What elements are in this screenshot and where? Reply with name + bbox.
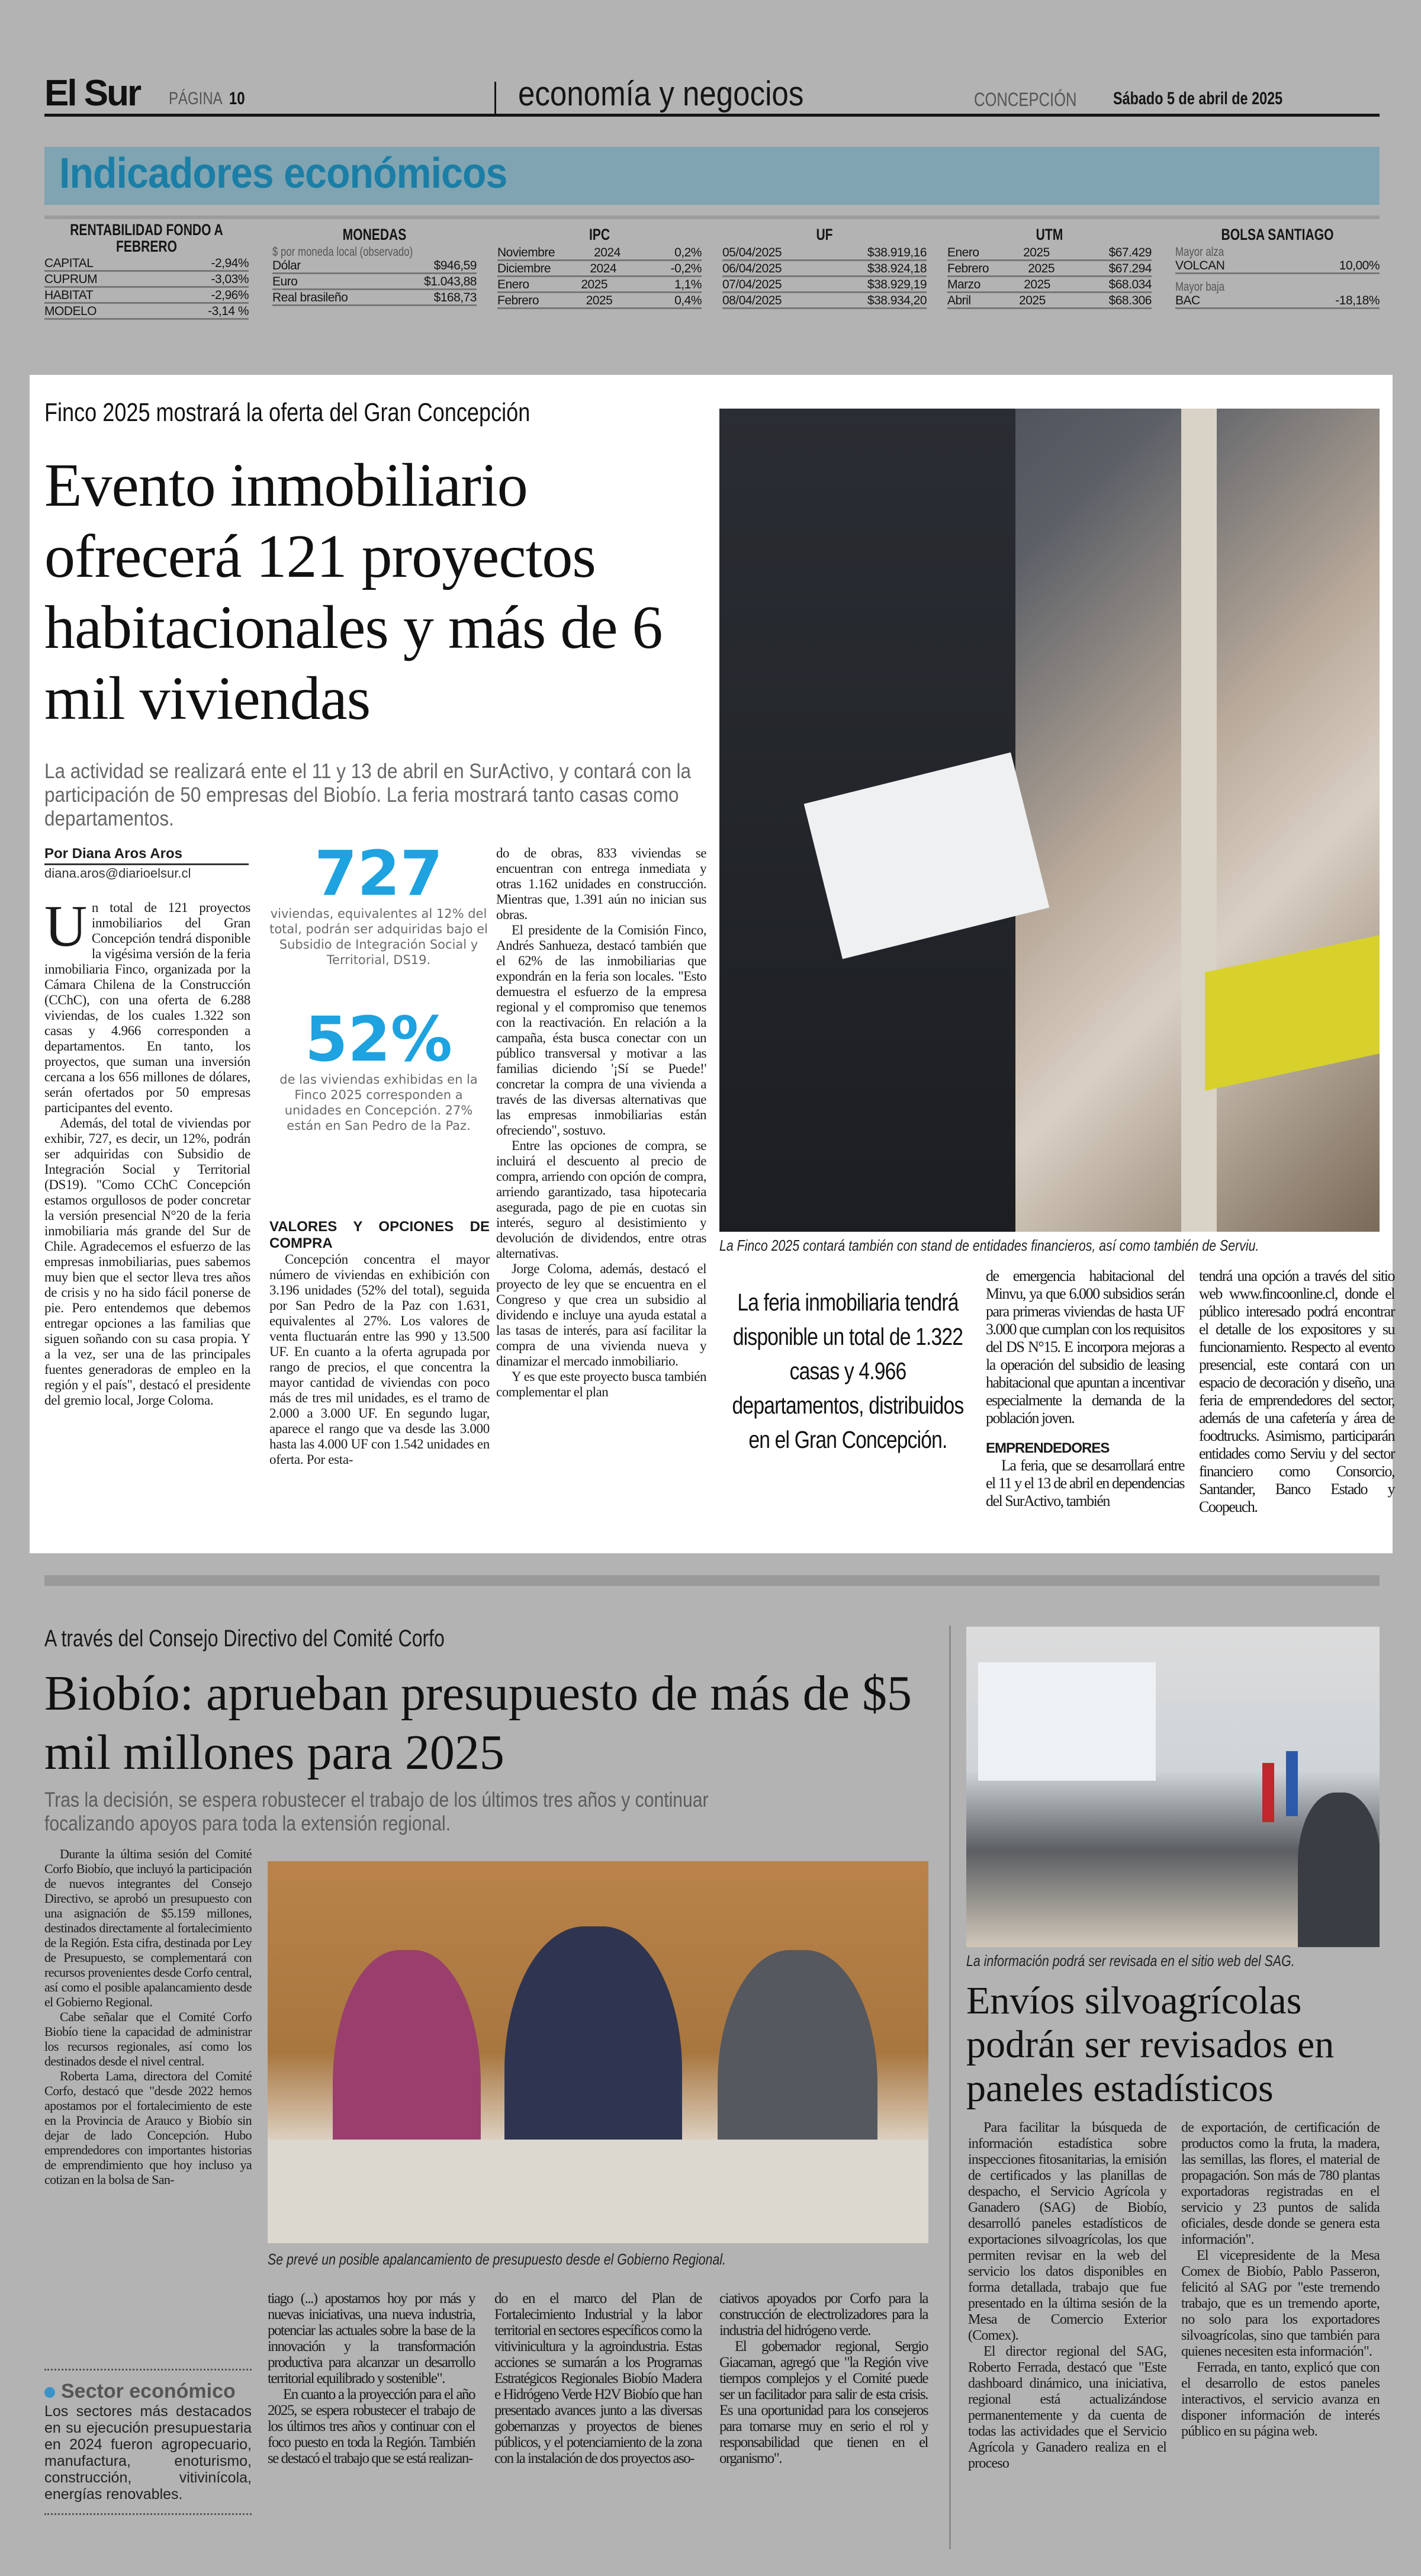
paragraph: Durante la última sesión del Comité Corfo Biobío, que incluyó la participación de nuevos integrantes del Consejo Directivo, se aprobó un presupuesto con una asignación de $5.159 millones, destinados directamente al fortalecimiento de la Región. Esta cifra, destinada por Ley de Presupuesto, se complementará con recursos provenientes desde Corfo central, así como el posible apalancamiento desde el Gobierno Regional. [44, 1846, 252, 2009]
page-indicator [169, 89, 245, 109]
indicator-row [722, 278, 927, 293]
paragraph: Para facilitar la búsqueda de información estadística sobre inspecciones fitosanitarias, la emisión de certificados y las planillas de despacho, el Servicio Agrícola y Ganadero (SAG) de Biobío, desarrolló paneles estadísticos de exportaciones silvoagrícolas, los que permiten revisar en la web del servicio los datos disponibles en forma detallada, trabajo que fue presentado en la última sesión de la Mesa de Comercio Exterior (Comex). [968, 2120, 1166, 2343]
indicators-rule [44, 216, 1380, 219]
indicator-row [272, 275, 477, 290]
indicator-row [497, 294, 702, 309]
article-column-1 [44, 1846, 252, 2187]
indicator-label: BAC [1175, 294, 1200, 307]
indicator-label: 05/04/2025 [722, 246, 782, 259]
section-divider [44, 1575, 1380, 1586]
indicator-label: Febrero [497, 294, 539, 307]
article-column-2 [268, 2291, 475, 2466]
paragraph: El vicepresidente de la Mesa Comex de Biobío, Pablo Passeron, felicitó al SAG por "este tremendo trabajo, que es un tremendo aporte, no solo para los exportadores silvoagrícolas, sino que también para quienes necesiten esta información". [1181, 2248, 1380, 2359]
sidebar-text: Los sectores más destacados en su ejecución presupuestaria en 2024 fueron agropecuario, manufactura, enoturismo, construcción, vitivinícola, energías renovables. [44, 2403, 252, 2503]
indicator-value: $38.924,18 [867, 262, 927, 275]
article-column-4 [986, 1267, 1184, 1510]
sidebar-title-text: Sector económico [61, 2380, 236, 2402]
article-column-2 [269, 1219, 490, 1467]
article-column-3 [494, 2291, 702, 2466]
indicator-value: 10,00% [1339, 259, 1380, 272]
indicator-label: Noviembre [497, 246, 555, 259]
indicator-row [497, 246, 702, 261]
indicator-label: CAPITAL [44, 256, 94, 270]
indicator-year: 2025 [1023, 246, 1050, 259]
paragraph: do en el marco del Plan de Fortalecimiento Industrial y la labor territorial en sectores específicos como la vitivinicultura y la agroindustria. Estas acciones se sumarán a los Programas Estratégicos Regionales Biobío Madera e Hidrógeno Verde H2V Biobío que han presentado avances junto a las diversas gobernanzas y proyectos de bienes públicos, y el potenciamiento de la zona con la instalación de dos proyectos aso- [494, 2291, 702, 2466]
paragraph: Jorge Coloma, además, destacó el proyecto de ley que se encuentra en el Congreso y que crea un subsidio al dividendo e incluye una ayuda estatal a las tasas de interés, para así facilitar la compra de una vivienda nueva y dinamizar el mercado inmobiliario. [496, 1261, 706, 1369]
indicator-value: $946,59 [433, 259, 477, 272]
indicator-value: -3,14 % [208, 304, 249, 318]
indicator-row [44, 305, 249, 320]
indicator-group-title: MONEDAS [342, 226, 407, 243]
stat-text: viviendas, equivalentes al 12% del total, podrán ser adquiridas bajo el Subsidio de Integración Social y Territorial, DS19. [269, 907, 488, 967]
indicator-value: $67.429 [1108, 246, 1152, 259]
indicator-label: HABITAT [44, 288, 94, 302]
indicator-label: MODELO [44, 304, 97, 318]
paragraph: tendrá una opción a través del sitio web www.fincoonline.cl, donde el público interesado podrá encontrar el detalle de los expositores y su funcionamiento. Respecto al evento presencial, este contará con un espacio de decoración y diseño, una feria de emprendedores del sector, además de una cafetería y área de foodtrucks. Asimismo, participarán entidades como Serviu y del sector financiero como Consorcio, Santander, Banco Estado y Coopeuch. [1199, 1267, 1394, 1515]
article-photo [719, 409, 1380, 1232]
indicator-row [44, 289, 249, 304]
indicator-row [1175, 259, 1380, 274]
indicator-label: 06/04/2025 [722, 262, 782, 275]
indicator-label: Febrero [947, 262, 989, 275]
paragraph: Concepción concentra el mayor número de viviendas en exhibición con 3.196 unidades (52% del total), seguida por San Pedro de la Paz con 1.631, equivalentes al 27%. Los valores de venta fluctuarán entre las 990 y 13.500 UF. En cuanto a la oferta agrupada por rango de precios, el que concentra la mayor cantidad de viviendas con poco más de tres mil unidades, es el tramo de 2.000 a 3.000 UF. En segundo lugar, aparece el rango que va desde las 3.000 hasta las 4.000 UF con 1.542 unidades en oferta. Por esta- [269, 1252, 490, 1467]
article-deck: La actividad se realizará ente el 11 y 13 de abril en SurActivo, y contará con la participación de 50 empresas del Biobío. La feria mostrará tanto casas como departamentos. [44, 760, 692, 830]
indicator-value: $168,73 [433, 291, 477, 304]
article-headline: Evento inmobiliario ofrecerá 121 proyectos habitacionales y más de 6 mil viviendas [44, 451, 663, 733]
indicator-year: 2025 [1024, 278, 1050, 291]
indicator-label: Marzo [947, 278, 980, 291]
indicator-row [722, 262, 927, 277]
stat-box-52 [268, 1003, 490, 1133]
indicator-label: Euro [272, 275, 298, 288]
indicator-row [44, 273, 249, 288]
indicator-value: -2,96% [211, 288, 249, 302]
indicator-group [947, 226, 1152, 310]
indicator-value: $68.034 [1108, 278, 1152, 291]
stat-value: 727 [314, 837, 443, 910]
bullet-icon [44, 2387, 55, 2398]
indicator-group-title: UTM [1036, 226, 1063, 243]
indicator-year: 2025 [1019, 294, 1046, 307]
paragraph: n total de 121 proyectos inmobiliarios del Gran Concepción tendrá disponible la vigésima versión de la feria inmobiliaria Finco, organizada por la Cámara Chilena de la Construcción (CChC), con una oferta de 6.288 viviendas, de los cuales 1.322 son casas y 4.966 corresponden a departamentos. En tanto, los proyectos, que suman una inversión cercana a los 656 millones de dólares, serán ofertados por 50 empresas participantes del evento. [44, 900, 250, 1115]
article-headline: Envíos silvoagrícolas podrán ser revisados en paneles estadísticos [966, 1979, 1335, 2110]
indicator-year: 2025 [581, 278, 608, 291]
indicator-group [497, 226, 702, 310]
stat-text: de las viviendas exhibidas en la Finco 2025 corresponden a unidades en Concepción. 27% están en San Pedro de la Paz. [279, 1072, 478, 1133]
column-divider [949, 1626, 951, 2549]
article-column-4 [719, 2291, 928, 2466]
photo-caption: La Finco 2025 contará también con stand de entidades financieros, así como también de Serviu. [719, 1236, 1259, 1254]
indicator-subtitle: Mayor baja [1175, 280, 1225, 294]
article-headline: Biobío: aprueban presupuesto de más de $5 mil millones para 2025 [44, 1666, 912, 1780]
article-deck: Tras la decisión, se espera robustecer el trabajo de los últimos tres años y continuar focalizando apoyos para toda la extensión regional. [44, 1788, 709, 1835]
indicator-group-title: RENTABILIDAD FONDO A FEBRERO [70, 221, 223, 255]
indicator-group-title: BOLSA SANTIAGO [1221, 226, 1334, 243]
paragraph: Y es que este proyecto busca también complementar el plan [496, 1369, 706, 1399]
byline: Por Diana Aros Aros [44, 846, 249, 865]
photo-caption: Se prevé un posible apalancamiento de presupuesto desde el Gobierno Regional. [268, 2250, 726, 2268]
indicator-row [947, 246, 1152, 261]
article-column-5 [1199, 1267, 1394, 1516]
article-kicker: A través del Consejo Directivo del Comité Corfo [44, 1626, 445, 1652]
indicator-value: -0,2% [670, 262, 702, 275]
paragraph: Cabe señalar que el Comité Corfo Biobío tiene la capacidad de administrar los recursos regionales, así como los destinados desde el nivel central. [44, 2009, 252, 2068]
stat-box-727 [268, 837, 490, 968]
indicator-label: 07/04/2025 [722, 278, 782, 291]
paragraph: El director regional del SAG, Roberto Ferrada, destacó que "Este dashboard dinámico, una iniciativa, regional está actualizándose permanentemente y da cuenta de todas las actividades que el Servicio Agrícola y Ganadero realiza en el proceso [968, 2344, 1166, 2471]
indicator-group [44, 221, 249, 321]
indicator-value: 1,1% [674, 278, 702, 291]
paragraph: Roberta Lama, directora del Comité Corfo, destacó que "desde 2022 hemos apostamos por el fortalecimiento de este en la Provincia de Arauco y Biobío sin dejar de lado Concepción. Hubo emprendedores con importantes historias de emprendimiento que hoy incluso ya cotizan en la bolsa de San- [44, 2068, 252, 2187]
article-kicker: Finco 2025 mostrará la oferta del Gran Concepción [44, 398, 531, 427]
paragraph: ciativos apoyados por Corfo para la construcción de electrolizadores para la industria del hidrógeno verde. [719, 2291, 928, 2339]
stat-value: 52% [305, 1003, 452, 1075]
paragraph: de emergencia habitacional del Minvu, ya que 6.000 subsidios serán para primeras viviendas de hasta UF 3.000 que cumplan con los requisitos del DS N°15. E incorpora mejoras a la operación del subsidio de leasing habitacional que apuntan a incentivar especialmente la demanda de la población joven. [986, 1267, 1184, 1427]
indicator-subtitle: $ por moneda local (observado) [272, 245, 413, 259]
indicator-label: VOLCAN [1175, 259, 1225, 272]
indicator-row [272, 291, 477, 306]
indicator-row [947, 262, 1152, 277]
indicator-group [1175, 226, 1380, 310]
indicator-row [722, 294, 927, 309]
edition-city: CONCEPCIÓN [974, 89, 1077, 110]
paragraph: de exportación, de certificación de productos como la fruta, la madera, las semillas, las flores, el material de propagación. Son más de 780 plantas exportadoras registradas en el servicio y 23 puntos de salida oficiales, desde donde se genera esta información". [1181, 2120, 1380, 2247]
indicator-year: 2024 [590, 262, 617, 275]
indicator-label: Real brasileño [272, 291, 348, 304]
header-divider [494, 82, 496, 115]
photo-caption: La información podrá ser revisada en el sitio web del SAG. [966, 1952, 1295, 1970]
pull-quote: La feria inmobiliaria tendrá disponible un total de 1.322 casas y 4.966 departamentos, distribuidos en el Gran Concepción. [732, 1289, 964, 1453]
indicator-group-title: IPC [589, 226, 610, 243]
indicator-value: -2,94% [211, 256, 249, 270]
indicator-year: 2025 [586, 294, 613, 307]
indicator-label: CUPRUM [44, 272, 98, 286]
article-column-2 [1181, 2120, 1380, 2440]
subheading: EMPRENDEDORES [986, 1440, 1110, 1456]
indicators-title: Indicadores económicos [59, 150, 507, 197]
indicator-year: 2024 [594, 246, 621, 259]
indicator-group [722, 226, 927, 310]
paragraph: do de obras, 833 viviendas se encuentran con entrega inmediata y otras 1.162 unidades en construcción. Mientras que, 1.391 aún no inician sus obras. [496, 846, 706, 922]
page-label: PÁGINA [169, 89, 223, 108]
indicator-row [497, 262, 702, 277]
newspaper-brand: El Sur [44, 73, 140, 114]
paragraph: Además, del total de viviendas por exhibir, 727, es decir, un 12%, podrán ser adquiridas con Subsidio de Integración Social y Territorial (DS19). "Como CChC Concepción estamos orgullosos de poder concretar la versión presencial N°20 de la feria inmobiliaria más grande del Sur de Chile. Agradecemos el esfuerzo de las empresas inmobiliarias, pues sabemos muy bien que el sector lleva tres años de crisis y no ha sido fácil ponerse de pie. Pero entendemos que debemos entregar opciones a las familias que siguen soñando con su casa propia. Y a la vez, ser una de las principales fuentes generadoras de empleo en la región y el país", destacó el presidente del gremio local, Jorge Coloma. [44, 1116, 250, 1408]
article-column-1 [968, 2120, 1166, 2472]
indicator-group-title: UF [816, 226, 833, 243]
subheading: VALORES Y OPCIONES DE COMPRA [269, 1219, 490, 1251]
indicator-value: $38.934,20 [867, 294, 927, 307]
indicator-value: -18,18% [1335, 294, 1380, 307]
paragraph: tiago (...) apostamos hoy por más y nuevas iniciativas, una nueva industria, potenciar las actuales sobre la base de la innovación y la transformación productiva para alcanzar un desarrollo territorial equilibrado y sostenible". [268, 2291, 475, 2387]
indicator-row [947, 278, 1152, 293]
indicator-label: 08/04/2025 [722, 294, 782, 307]
indicator-row [497, 278, 702, 293]
indicator-value: 0,2% [674, 246, 702, 259]
article-photo [268, 1861, 928, 2243]
indicator-row [947, 294, 1152, 309]
indicator-label: Enero [497, 278, 529, 291]
edition-date: Sábado 5 de abril de 2025 [1113, 89, 1283, 108]
indicator-row [722, 246, 927, 261]
indicator-value: $38.929,19 [867, 278, 927, 291]
indicator-value: -3,03% [211, 272, 249, 286]
indicator-value: $38.919,16 [867, 246, 927, 259]
indicator-label: Diciembre [497, 262, 551, 275]
indicator-value: $68.306 [1108, 294, 1152, 307]
page-number: 10 [229, 89, 245, 108]
indicator-value: $67.294 [1108, 262, 1152, 275]
indicator-label: Dólar [272, 259, 301, 272]
indicator-label: Abril [947, 294, 971, 307]
sidebar-title [44, 2380, 252, 2403]
paragraph: Ferrada, en tanto, explicó que con el desarrollo de estos paneles interactivos, el servicio avanza en disponer información de interés público en su página web. [1181, 2360, 1380, 2439]
paragraph: El gobernador regional, Sergio Giacaman, agregó que "la Región vive tiempos complejos y el Comité puede ser un facilitador para salir de esta crisis. Es una oportunidad para los consejeros para tomarse muy en serio el rol y responsabilidad que tienen en el organismo". [719, 2339, 928, 2466]
paragraph: El presidente de la Comisión Finco, Andrés Sanhueza, destacó también que el 62% de las inmobiliarias que expondrán en la feria son locales. "Esto demuestra el esfuerzo de la empresa regional y el compromiso que tenemos con la reactivación. En relación a la campaña, ésta busca conectar con un público transversal y motivar a las familias diciendo '¡Sí se Puede!' concretar la compra de una vivienda a través de las diversas alternativas que las empresas inmobiliarias están ofreciendo", sostuvo. [496, 923, 706, 1138]
article-column-3 [496, 846, 706, 1400]
indicator-group [272, 226, 477, 307]
indicator-row [272, 259, 477, 274]
article-photo [966, 1627, 1380, 1947]
article-column-1 [44, 893, 250, 1408]
section-title: economía y negocios [518, 75, 804, 113]
paragraph: La feria, que se desarrollará entre el 11 y el 13 de abril en dependencias del SurActivo, también [986, 1457, 1184, 1509]
header-rule [44, 114, 1380, 117]
paragraph: En cuanto a la proyección para el año 2025, se espera robustecer el trabajo de los últimos tres años y continuar con el foco puesto en toda la Región. También se destacó el trabajo que se está realizan- [268, 2387, 475, 2466]
indicator-row [44, 257, 249, 272]
author-email[interactable]: diana.aros@diarioelsur.cl [44, 866, 191, 881]
indicator-subtitle: Mayor alza [1175, 245, 1224, 259]
drop-cap: U [44, 893, 87, 959]
indicator-year: 2025 [1028, 262, 1055, 275]
sidebar-sector-economico [44, 2369, 252, 2515]
paragraph: Entre las opciones de compra, se incluirá el descuento al precio de compra, arriendo con opción de compra, arriendo garantizado, tasa hipotecaria asegurada, pago de pie en cuotas sin interés, seguro al desistimiento y devolución de dividendos, entre otras alternativas. [496, 1138, 706, 1261]
indicator-value: 0,4% [674, 294, 702, 307]
indicator-value: $1.043,88 [424, 275, 477, 288]
indicator-row [1175, 294, 1380, 309]
indicator-label: Enero [947, 246, 979, 259]
